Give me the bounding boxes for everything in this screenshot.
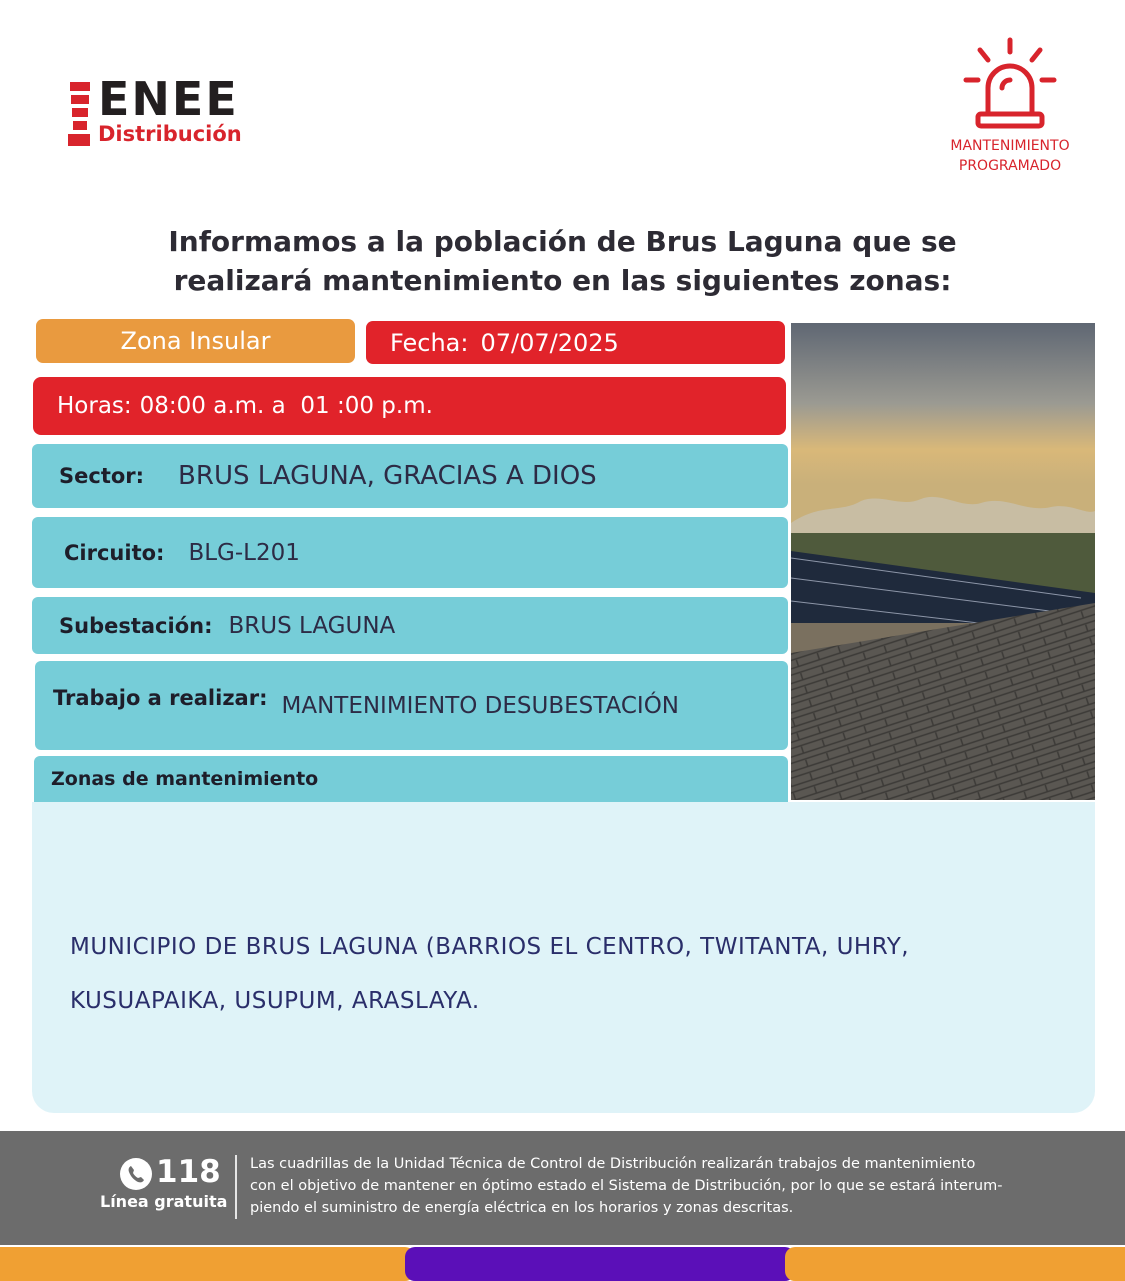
- zones-line-2: KUSUAPAIKA, USUPUM, ARASLAYA.: [70, 988, 480, 1014]
- hotline: [100, 1156, 230, 1216]
- footer-divider: [235, 1155, 237, 1219]
- substation-row: [32, 597, 788, 654]
- logo-bars-icon: [68, 82, 92, 146]
- alert-line-1: MANTENIMIENTO: [950, 138, 1070, 154]
- hours-value: 08:00 a.m. a 01 :00 p.m.: [139, 393, 433, 419]
- footer-line-3: piendo el suministro de energía eléctrica en los horarios y zonas descritas.: [250, 1200, 794, 1216]
- zone-tag: [36, 319, 355, 363]
- footer-notice: [250, 1153, 1050, 1219]
- bottom-bar-left: [0, 1247, 415, 1281]
- headline: [90, 222, 1035, 300]
- work-value: MANTENIMIENTO DESUBESTACIÓN: [281, 692, 679, 719]
- headline-line-2: realizará mantenimiento en las siguientes zonas:: [173, 264, 952, 297]
- circuit-row: [32, 517, 788, 588]
- zones-label: Zonas de mantenimiento: [51, 768, 319, 790]
- sector-label: Sector:: [59, 464, 145, 488]
- phone-icon: [120, 1158, 152, 1190]
- bottom-bar-center: [405, 1247, 795, 1281]
- maintenance-alert: [935, 36, 1085, 176]
- sector-value: BRUS LAGUNA, GRACIAS A DIOS: [178, 461, 597, 491]
- zones-panel: [32, 802, 1095, 1113]
- hours-badge: [33, 377, 786, 435]
- work-row: [35, 661, 788, 750]
- headline-line-1: Informamos a la población de Brus Laguna que se: [168, 225, 957, 258]
- date-label: Fecha:: [390, 328, 469, 357]
- alert-line-2: PROGRAMADO: [958, 158, 1062, 174]
- zone-tag-label: Zona Insular: [120, 327, 271, 355]
- footer: [0, 1131, 1125, 1245]
- substation-label: Subestación:: [59, 613, 213, 638]
- date-value: 07/07/2025: [480, 328, 619, 357]
- bottom-bar-right: [785, 1247, 1125, 1281]
- footer-line-2: con el objetivo de mantener en óptimo estado el Sistema de Distribución, por lo que se estará interum-: [250, 1178, 1003, 1194]
- enee-logo: [68, 72, 298, 150]
- substation-value: BRUS LAGUNA: [228, 612, 396, 639]
- work-label: Trabajo a realizar:: [53, 685, 268, 710]
- zones-line-1: MUNICIPIO DE BRUS LAGUNA (BARRIOS EL CENTRO, TWITANTA, UHRY,: [70, 934, 910, 960]
- logo-word: ENEE: [98, 72, 239, 126]
- circuit-value: BLG-L201: [188, 539, 300, 566]
- zones-header-row: [34, 756, 788, 802]
- sector-row: [32, 444, 788, 508]
- hotline-label: Línea gratuita: [100, 1192, 228, 1211]
- alert-label: [935, 136, 1085, 176]
- date-badge: [366, 321, 785, 364]
- solar-farm-photo: [791, 323, 1095, 800]
- hotline-number: 118: [156, 1154, 221, 1190]
- zones-text: [70, 920, 1070, 1028]
- logo-subtitle: Distribución: [98, 122, 242, 146]
- siren-icon: [962, 36, 1058, 132]
- hours-label: Horas:: [57, 393, 132, 419]
- footer-line-1: Las cuadrillas de la Unidad Técnica de Control de Distribución realizarán trabajos de mantenimiento: [250, 1156, 976, 1172]
- circuit-label: Circuito:: [64, 540, 165, 565]
